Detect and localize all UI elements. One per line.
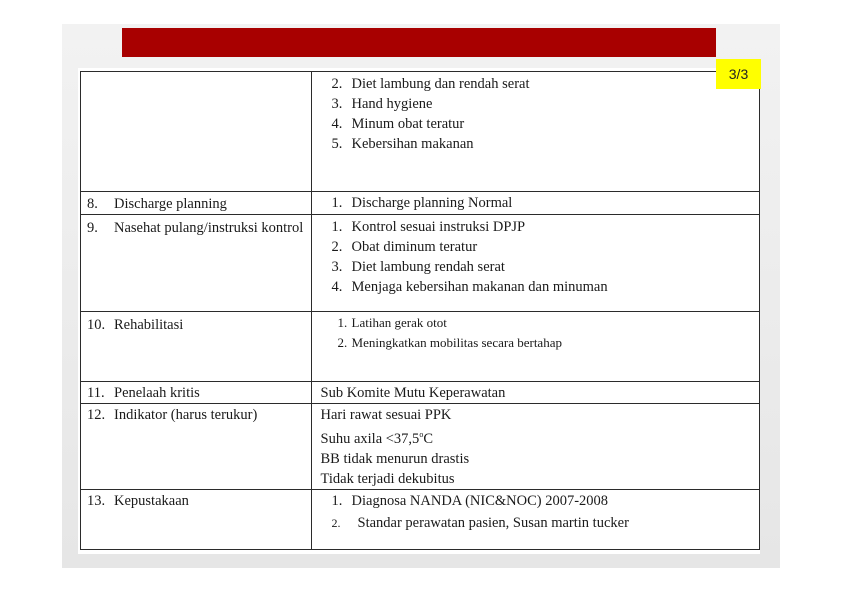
list-item: 1. Latihan gerak otot — [337, 315, 447, 330]
indicator-line: Hari rawat sesuai PPK — [320, 407, 452, 423]
table-row-kepustakaan: 13. Kepustakaan 1. Diagnosa NANDA (NIC&NOC) 2007-2008 2. Standar perawatan pasien, Susan martin tucker — [81, 489, 760, 549]
list-item: 1. Kontrol sesuai instruksi DPJP — [331, 219, 526, 235]
list-item: 1. Diagnosa NANDA (NIC&NOC) 2007-2008 — [331, 492, 609, 509]
row-content-cell — [311, 72, 759, 192]
table-row — [81, 72, 760, 192]
row-label: Discharge planning — [114, 196, 227, 212]
item-list — [312, 312, 759, 353]
row-label: Nasehat pulang/instruksi kontrol — [114, 220, 304, 236]
indicator-list — [312, 404, 759, 489]
table-row-indikator: 12. Indikator (harus terukur) Hari rawat sesuai PPK Suhu axila $<37,5^oC$ BB tidak menurun drastis Tidak terjadi dekubitus — [81, 404, 760, 490]
list-item: 4. Menjaga kebersihan makanan dan minuman — [331, 279, 608, 295]
indicator-line: Tidak terjadi dekubitus — [320, 470, 455, 487]
list-item: 4. Minum obat teratur — [331, 116, 465, 132]
indicator-line: BB tidak menurun drastis — [320, 450, 470, 467]
list-item: 2. Diet lambung dan rendah serat — [331, 76, 530, 92]
table-row-nasehat-pulang: 9. Nasehat pulang/instruksi kontrol 1. Kontrol sesuai instruksi DPJP 2. Obat diminum teratur 3. Diet lambung rendah serat 4. Menjaga kebersihan makanan dan minuman — [81, 215, 760, 312]
item-list — [312, 192, 759, 213]
table-row-penelaah-kritis: 11. Penelaah kritis Sub Komite Mutu Keperawatan — [81, 382, 760, 404]
list-item: 2. Standar perawatan pasien, Susan martin tucker — [331, 514, 629, 531]
list-item: 1. Discharge planning Normal — [331, 195, 513, 211]
row-label: Rehabilitasi — [114, 317, 184, 333]
row-label: Kepustakaan — [114, 492, 189, 509]
item-list — [312, 490, 759, 534]
list-item: 3. Hand hygiene — [331, 96, 433, 112]
item-list — [312, 72, 759, 154]
list-item: 5. Kebersihan makanan — [331, 136, 474, 152]
header-bar — [122, 28, 716, 57]
indicator-line: Suhu axila $<37,5^oC$ — [320, 430, 433, 447]
row-value: Sub Komite Mutu Keperawatan — [320, 385, 506, 401]
ppk-table — [80, 71, 760, 550]
row-label-cell — [81, 72, 312, 192]
table-row-rehabilitasi: 10. Rehabilitasi 1. Latihan gerak otot 2. Meningkatkan mobilitas secara bertahap — [81, 312, 760, 382]
table-row-discharge-planning: 8. Discharge planning 1. Discharge planning Normal — [81, 192, 760, 215]
list-item: 2. Meningkatkan mobilitas secara bertahap — [337, 335, 562, 350]
row-label: Penelaah kritis — [114, 385, 200, 401]
page-number-badge: 3/3 — [716, 59, 761, 89]
list-item: 2. Obat diminum teratur — [331, 239, 478, 255]
list-item: 3. Diet lambung rendah serat — [331, 259, 505, 275]
item-list — [312, 215, 759, 297]
row-label: Indikator (harus terukur) — [114, 407, 258, 423]
